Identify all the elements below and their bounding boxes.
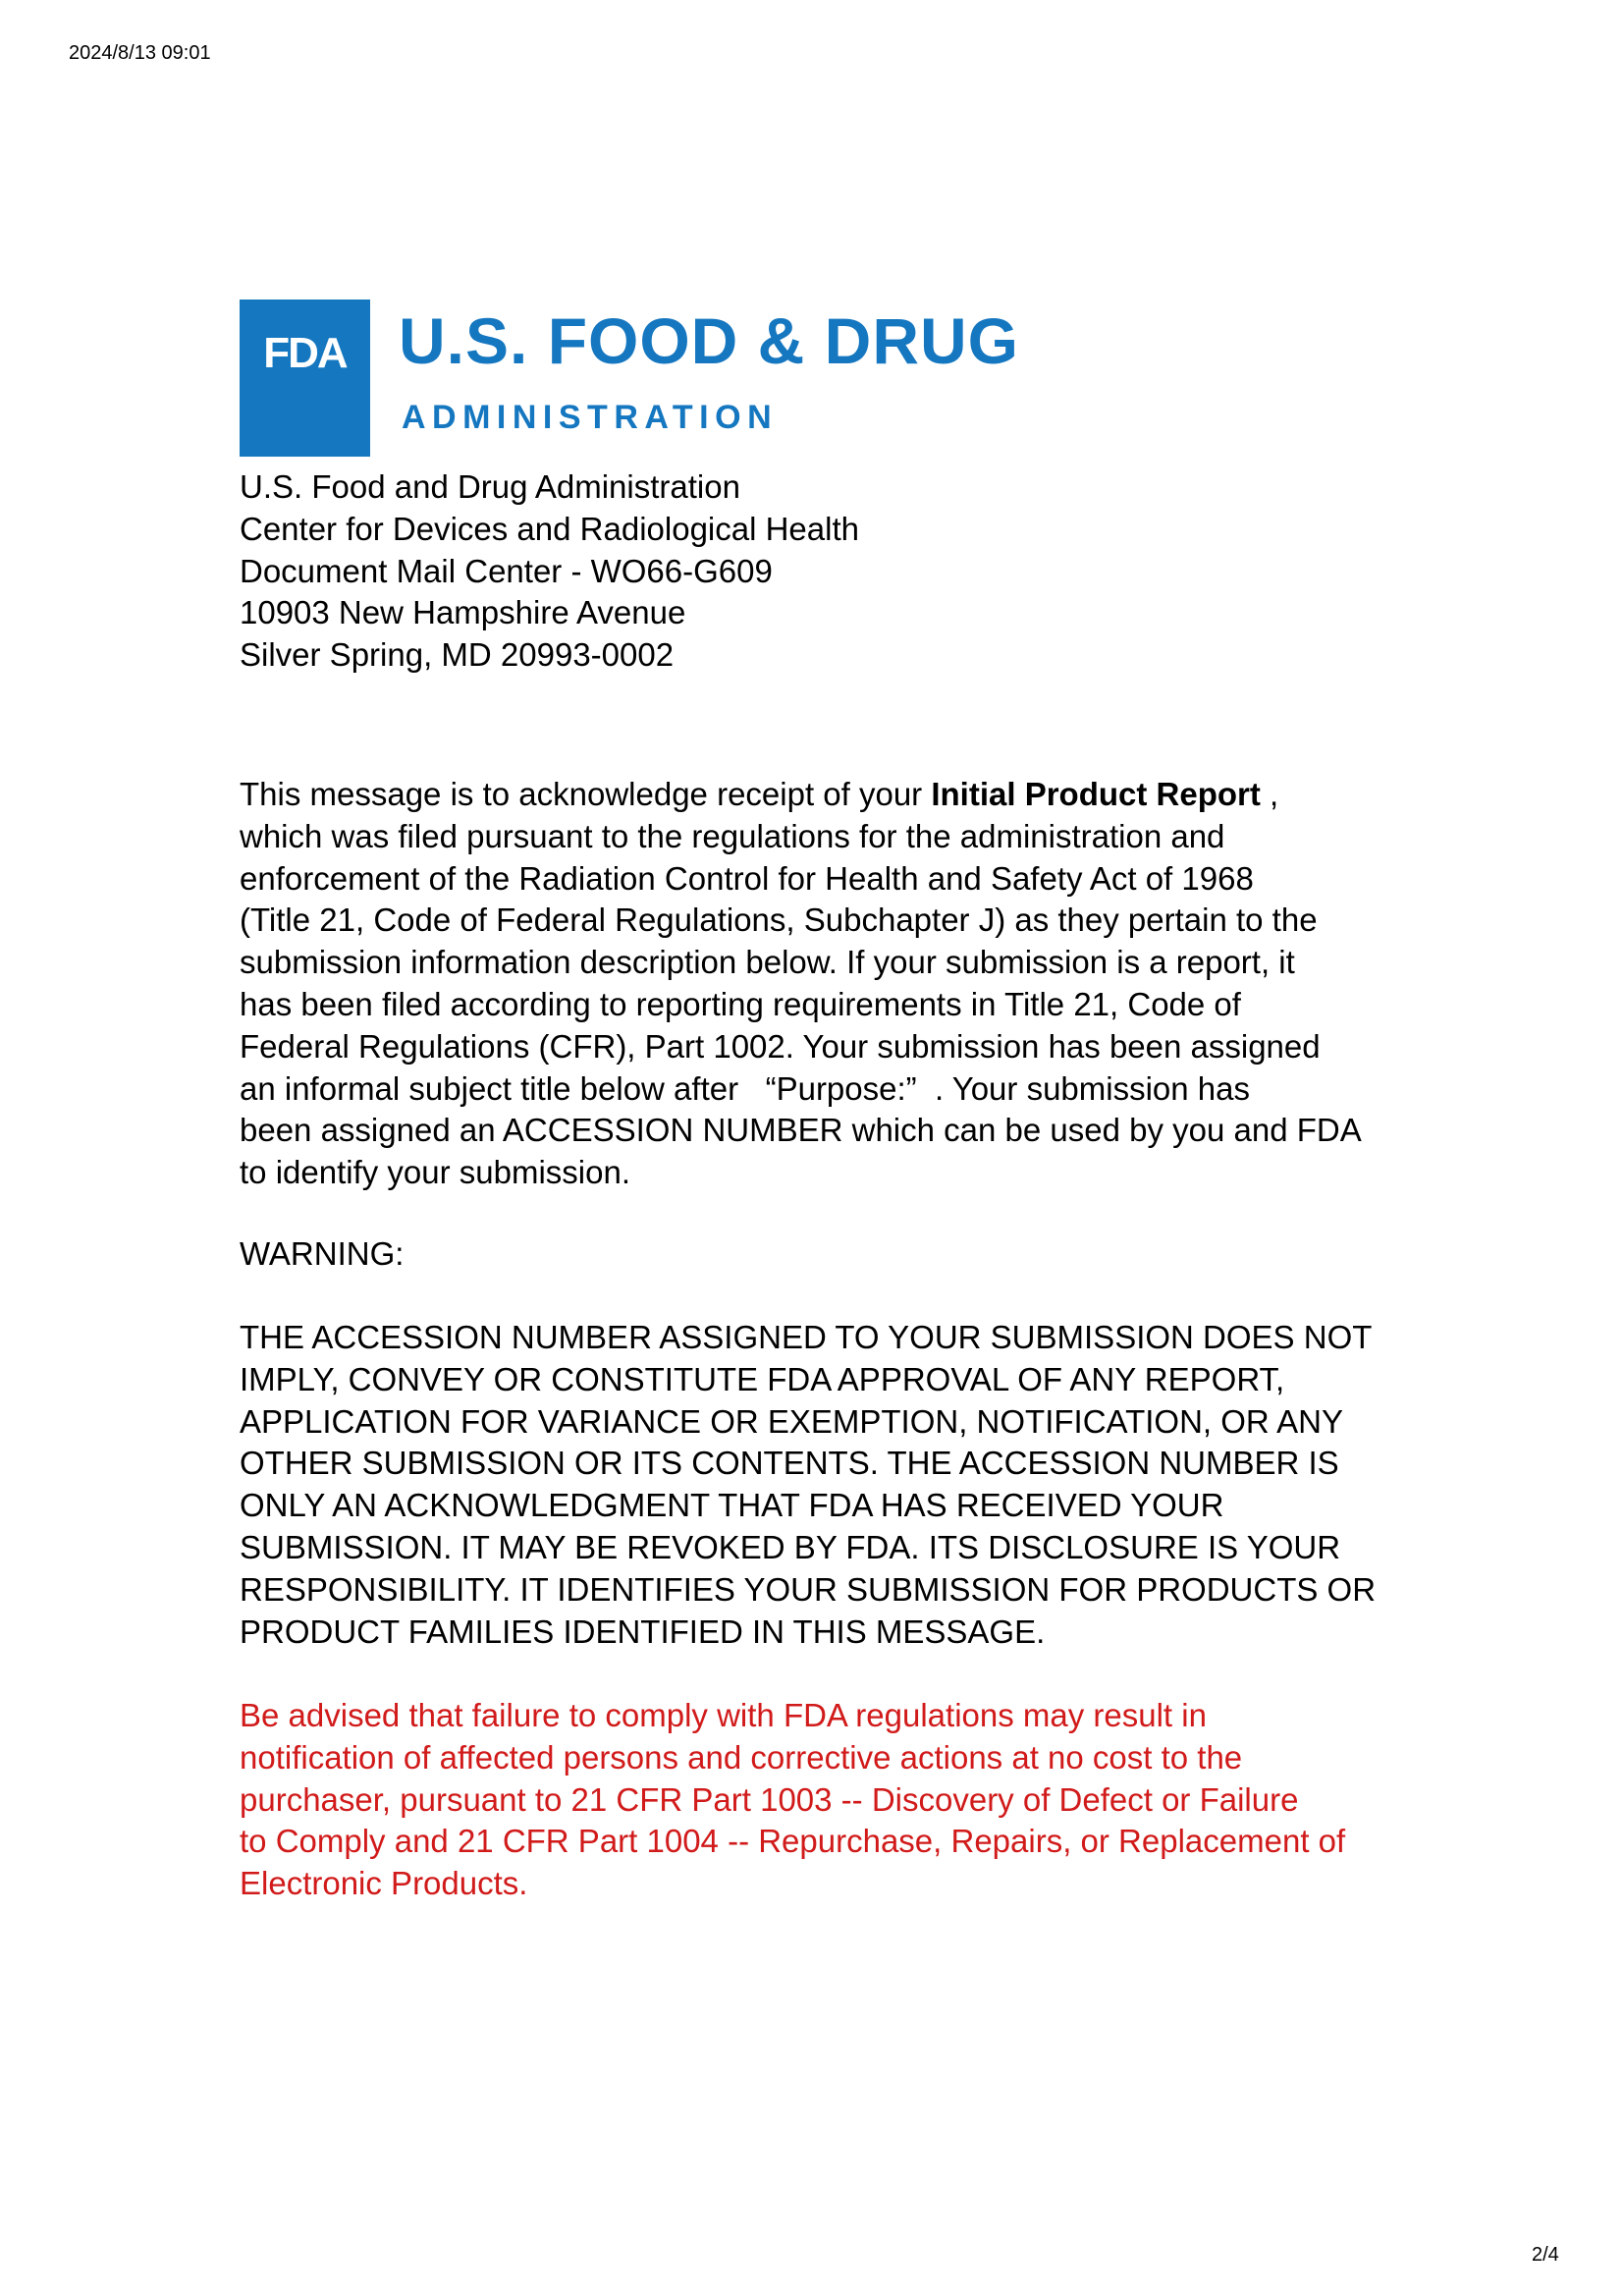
acknowledgment-line: (Title 21, Code of Federal Regulations, Subchapter J) as they pertain to the xyxy=(240,902,1318,939)
advisory-line: purchaser, pursuant to 21 CFR Part 1003 -- Discovery of Defect or Failure xyxy=(240,1780,1299,1818)
warning-line: OTHER SUBMISSION OR ITS CONTENTS. THE ACCESSION NUMBER IS xyxy=(240,1445,1339,1482)
warning-label: WARNING: xyxy=(240,1235,405,1272)
acknowledgment-line: to identify your submission. xyxy=(240,1154,631,1191)
page-number: 2/4 xyxy=(1532,2244,1559,2266)
fda-logo xyxy=(240,300,1020,457)
warning-paragraph xyxy=(240,1317,1398,1653)
warning-line: ONLY AN ACKNOWLEDGMENT THAT FDA HAS RECEIVED YOUR xyxy=(240,1487,1224,1524)
acknowledgment-line: has been filed according to reporting requirements in Title 21, Code of xyxy=(240,985,1241,1022)
warning-line: APPLICATION FOR VARIANCE OR EXEMPTION, NOTIFICATION, OR ANY xyxy=(240,1402,1343,1440)
warning-line: THE ACCESSION NUMBER ASSIGNED TO YOUR SUBMISSION DOES NOT xyxy=(240,1319,1373,1355)
acknowledgment-lead-suffix: , xyxy=(1270,776,1279,812)
print-timestamp: 2024/8/13 09:01 xyxy=(69,42,211,64)
fda-logo-title: U.S. FOOD & DRUG xyxy=(399,304,1020,377)
acknowledgment-first-line xyxy=(240,774,1398,816)
fda-logo-box-text: FDA xyxy=(263,329,347,377)
mailing-address xyxy=(240,466,1418,677)
address-line: Silver Spring, MD 20993-0002 xyxy=(240,636,675,674)
warning-line: IMPLY, CONVEY OR CONSTITUTE FDA APPROVAL OF ANY REPORT, xyxy=(240,1360,1285,1397)
advisory-paragraph xyxy=(240,1695,1398,1905)
acknowledgment-line: an informal subject title below after “Purpose:” . Your submission has xyxy=(240,1069,1251,1107)
advisory-line: notification of affected persons and corrective actions at no cost to the xyxy=(240,1738,1243,1776)
acknowledgment-line: which was filed pursuant to the regulations for the administration and xyxy=(240,817,1225,854)
advisory-line: to Comply and 21 CFR Part 1004 -- Repurchase, Repairs, or Replacement of xyxy=(240,1823,1346,1860)
fda-logo-box xyxy=(240,300,370,457)
acknowledgment-line: been assigned an ACCESSION NUMBER which can be used by you and FDA xyxy=(240,1112,1362,1149)
advisory-line: Electronic Products. xyxy=(240,1865,528,1902)
address-line: Document Mail Center - WO66-G609 xyxy=(240,552,773,589)
acknowledgment-line: enforcement of the Radiation Control for Health and Safety Act of 1968 xyxy=(240,859,1254,897)
warning-line: PRODUCT FAMILIES IDENTIFIED IN THIS MESSAGE. xyxy=(240,1613,1046,1650)
warning-line: SUBMISSION. IT MAY BE REVOKED BY FDA. ITS DISCLOSURE IS YOUR xyxy=(240,1528,1341,1565)
advisory-line: Be advised that failure to comply with FDA regulations may result in xyxy=(240,1697,1207,1733)
acknowledgment-lead: This message is to acknowledge receipt of your xyxy=(240,776,923,812)
acknowledgment-line: submission information description below. If your submission is a report, it xyxy=(240,944,1295,981)
address-line: 10903 New Hampshire Avenue xyxy=(240,594,686,631)
acknowledgment-paragraph xyxy=(240,774,1398,1194)
address-line: Center for Devices and Radiological Health xyxy=(240,510,859,547)
fda-logo-subtitle: ADMINISTRATION xyxy=(402,399,779,436)
address-line: U.S. Food and Drug Administration xyxy=(240,468,740,505)
warning-line: RESPONSIBILITY. IT IDENTIFIES YOUR SUBMISSION FOR PRODUCTS OR xyxy=(240,1570,1377,1608)
acknowledgment-line: Federal Regulations (CFR), Part 1002. Your submission has been assigned xyxy=(240,1027,1321,1065)
report-type: Initial Product Report xyxy=(931,776,1261,812)
